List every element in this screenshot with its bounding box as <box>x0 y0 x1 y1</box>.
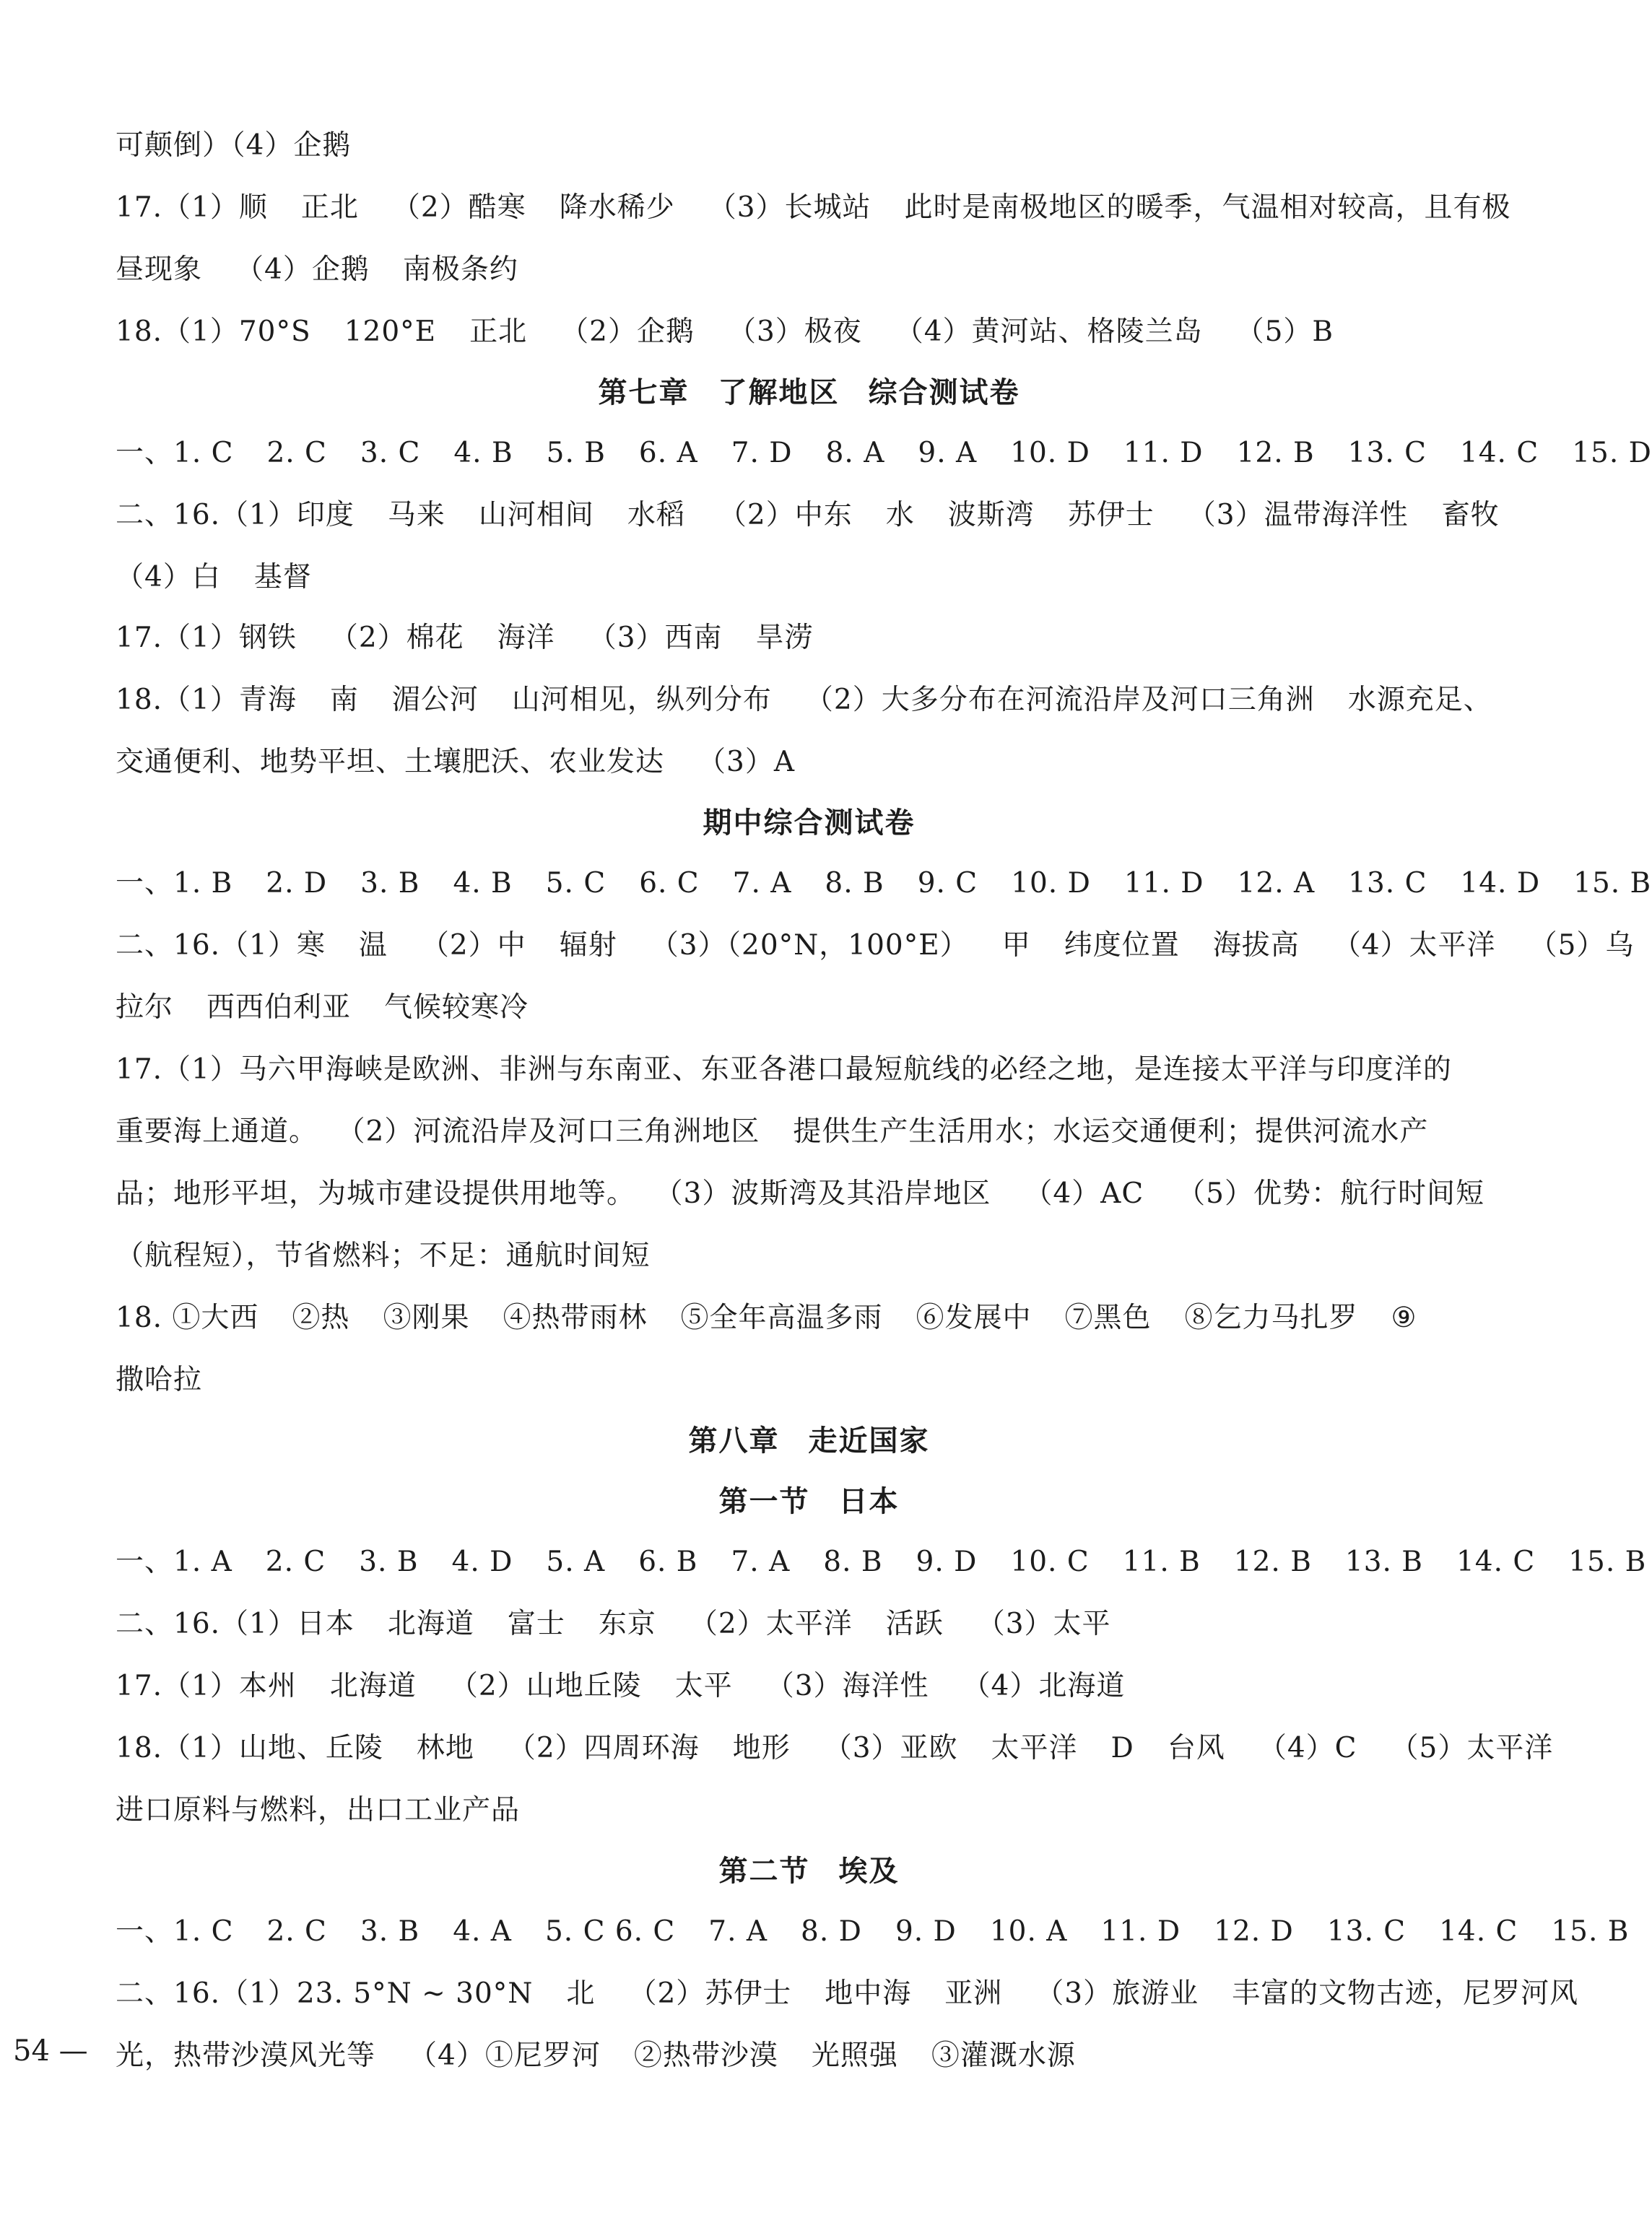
heading-segment: 了解地区 <box>718 376 840 409</box>
answer-segment: 9. D <box>916 1546 978 1578</box>
answer-segment: 10. C <box>1010 1546 1090 1578</box>
answer-segment: 8. D <box>801 1915 862 1948</box>
answer-segment: 光，热带沙漠风光等 <box>116 2039 376 2072</box>
answer-segment: 一、1. A <box>116 1546 232 1578</box>
answer-segment: （3）温带海洋性 <box>1187 499 1409 531</box>
answer-segment: （3）极夜 <box>727 315 862 348</box>
answer-segment: 提供生产生活用水；水运交通便利；提供河流水产 <box>793 1115 1429 1148</box>
answer-segment: 地形 <box>732 1732 791 1764</box>
answer-segment: 二、16.（1）寒 <box>116 929 326 962</box>
answer-segment: 17.（1）钢铁 <box>116 622 297 654</box>
answer-segment: 8. A <box>825 437 885 469</box>
answer-segment: 旱涝 <box>755 622 814 654</box>
answer-segment: 林地 <box>416 1732 474 1764</box>
answer-segment: 台风 <box>1167 1732 1225 1764</box>
answer-segment: 15. B <box>1551 1915 1630 1948</box>
answer-segment: 一、1. B <box>116 867 233 900</box>
answer-segment: 10. D <box>1011 867 1091 900</box>
answer-segment: 交通便利、地势平坦、土壤肥沃、农业发达 <box>116 746 665 778</box>
answer-segment: 可颠倒）（4）企鹅 <box>116 129 352 162</box>
answer-segment: （4）黄河站、格陵兰岛 <box>895 315 1203 348</box>
answer-segment: 18.（1）山地、丘陵 <box>116 1732 383 1764</box>
answer-segment: 丰富的文物古迹，尼罗河风 <box>1232 1977 1579 2010</box>
answer-segment: 正北 <box>300 191 359 224</box>
answer-segment: 17.（1）顺 <box>116 191 268 224</box>
answer-segment: 湄公河 <box>391 684 479 716</box>
answer-segment: 4. B <box>453 867 513 900</box>
answer-segment: 14. D <box>1460 867 1541 900</box>
answer-segment: 11. D <box>1123 867 1204 900</box>
answer-segment: 12. D <box>1214 1915 1294 1948</box>
answer-segment: （3）亚欧 <box>823 1732 958 1764</box>
answer-segment: （4）AC <box>1024 1177 1144 1210</box>
answer-segment: （2）河流沿岸及河口三角洲地区 <box>351 1115 760 1148</box>
answer-segment: 4. B <box>453 437 513 469</box>
answer-segment: 二、16.（1）印度 <box>116 499 355 531</box>
answer-segment: （5）乌 <box>1529 929 1635 962</box>
answer-segment: 15. D <box>1572 437 1652 469</box>
answer-segment: 海拔高 <box>1212 929 1300 962</box>
answer-segment: 水源充足、 <box>1347 684 1492 716</box>
heading-segment: 期中综合测试卷 <box>703 806 916 840</box>
answer-segment: 7. A <box>732 867 792 900</box>
answer-line-25 <box>116 1913 1630 1951</box>
answer-segment: 3. C <box>360 437 421 469</box>
answer-line-15 <box>116 1113 1510 1151</box>
answer-segment: 西西伯利亚 <box>206 991 352 1024</box>
answer-segment: ⑦黑色 <box>1064 1302 1152 1334</box>
answer-segment: （2）企鹅 <box>560 315 695 348</box>
answer-segment: （2）太平洋 <box>689 1608 853 1640</box>
section-heading-japan <box>0 1483 1618 1520</box>
answer-segment: 山河相间 <box>478 499 594 531</box>
answer-segment: 5. A <box>546 1546 606 1578</box>
answer-line-6 <box>116 497 1510 534</box>
answer-segment: 气候较寒冷 <box>384 991 529 1024</box>
answer-segment: 温 <box>358 929 388 962</box>
answer-segment: 水稻 <box>627 499 685 531</box>
section-heading-chapter-8 <box>0 1422 1618 1460</box>
heading-segment: 综合测试卷 <box>868 376 1020 409</box>
answer-segment: （5）太平洋 <box>1390 1732 1554 1764</box>
answer-segment: 14. C <box>1459 437 1539 469</box>
heading-segment: 走近国家 <box>808 1424 930 1458</box>
section-heading-chapter-7 <box>0 374 1618 412</box>
answer-segment: 此时是南极地区的暖季，气温相对较高，且有极 <box>904 191 1511 224</box>
answer-segment: 昼现象 <box>116 253 203 286</box>
answer-segment: ③刚果 <box>383 1302 470 1334</box>
answer-segment: 14. C <box>1439 1915 1518 1948</box>
answer-segment: 18.（1）70°S <box>116 315 311 348</box>
answer-segment: （4）太平洋 <box>1332 929 1496 962</box>
answer-segment: 甲 <box>1001 929 1031 962</box>
answer-segment: 苏伊士 <box>1067 499 1155 531</box>
answer-segment: 2. C <box>265 1546 326 1578</box>
answer-segment: （航程短），节省燃料；不足：通航时间短 <box>116 1240 651 1272</box>
section-heading-midterm <box>0 804 1618 842</box>
answer-segment: 15. B <box>1573 867 1652 900</box>
section-heading-egypt <box>0 1852 1618 1890</box>
answer-line-12 <box>116 927 1635 965</box>
answer-segment: 7. D <box>731 437 793 469</box>
answer-segment: 7. A <box>708 1915 768 1948</box>
answer-segment: 12. B <box>1233 1546 1312 1578</box>
answer-segment: 亚洲 <box>944 1977 1003 2010</box>
answer-segment: 南 <box>329 684 359 716</box>
answer-segment: 12. A <box>1237 867 1316 900</box>
answer-segment: （3）A <box>697 746 795 778</box>
answer-line-4 <box>116 313 1510 351</box>
answer-segment: （2）苏伊士 <box>628 1977 792 2010</box>
answer-segment: 6. B <box>638 1546 698 1578</box>
answer-line-17 <box>116 1237 1510 1275</box>
answer-segment: 13. C <box>1326 1915 1407 1948</box>
answer-segment: 太平 <box>674 1670 733 1702</box>
answer-segment: 品；地形平坦，为城市建设提供用地等。 <box>116 1177 636 1210</box>
heading-segment: 第一节 <box>718 1485 810 1518</box>
answer-line-8 <box>116 619 1510 657</box>
answer-segment: 5. C <box>545 867 607 900</box>
answer-line-16 <box>116 1175 1510 1213</box>
answer-segment: 11. B <box>1122 1546 1201 1578</box>
answer-segment: （4）白 <box>116 561 221 593</box>
answer-segment: 3. B <box>359 1546 419 1578</box>
answer-segment: ②热 <box>292 1302 350 1334</box>
answer-segment: （5）优势：航行时间短 <box>1177 1177 1484 1210</box>
answer-segment: 一、1. C <box>116 1915 234 1948</box>
answer-segment: 7. A <box>731 1546 791 1578</box>
answer-line-7 <box>116 559 1510 596</box>
page-number: 54 — <box>13 2034 88 2068</box>
answer-line-2 <box>116 189 1510 227</box>
answer-segment: （5）B <box>1235 315 1334 348</box>
answer-line-22 <box>116 1668 1510 1705</box>
answer-segment: 3. B <box>360 1915 420 1948</box>
answer-segment: 15. B <box>1568 1546 1647 1578</box>
answer-segment: 波斯湾 <box>947 499 1035 531</box>
answer-segment: ⑨ <box>1391 1302 1417 1334</box>
answer-segment: 纬度位置 <box>1064 929 1180 962</box>
answer-segment: ③灌溉水源 <box>931 2039 1076 2072</box>
answer-line-18 <box>116 1299 1510 1337</box>
answer-segment: 13. C <box>1347 437 1427 469</box>
answer-segment: 基督 <box>253 561 312 593</box>
answer-segment: 北海道 <box>329 1670 417 1702</box>
answer-segment: （4）北海道 <box>962 1670 1126 1702</box>
answer-segment: 地中海 <box>825 1977 912 2010</box>
answer-segment: 马来 <box>387 499 445 531</box>
answer-segment: 畜牧 <box>1441 499 1500 531</box>
answer-line-19 <box>116 1362 1510 1399</box>
answer-segment: 5. B <box>546 437 606 469</box>
answer-segment: 3. B <box>360 867 420 900</box>
answer-segment: 10. A <box>989 1915 1068 1948</box>
answer-segment: （4）企鹅 <box>235 253 370 286</box>
answer-segment: （2）酷寒 <box>391 191 526 224</box>
heading-segment: 日本 <box>838 1485 900 1518</box>
answer-segment: 14. C <box>1456 1546 1536 1578</box>
answer-segment: 10. D <box>1010 437 1090 469</box>
answer-line-13 <box>116 989 1510 1027</box>
answer-segment: 6. A <box>638 437 698 469</box>
answer-line-10 <box>116 744 1510 781</box>
answer-line-11 <box>116 865 1652 902</box>
answer-segment: 太平洋 <box>991 1732 1078 1764</box>
answer-segment: 水 <box>885 499 915 531</box>
answer-segment: （3）波斯湾及其沿岸地区 <box>669 1177 991 1210</box>
answer-segment: （3）长城站 <box>708 191 871 224</box>
answer-segment: 二、16.（1）23. 5°N ~ 30°N <box>116 1977 534 2010</box>
answer-segment: （4）C <box>1258 1732 1357 1764</box>
answer-segment: 120°E <box>344 315 437 348</box>
answer-segment: 9. D <box>895 1915 957 1948</box>
answer-segment: （3）海洋性 <box>765 1670 929 1702</box>
answer-segment: 4. A <box>453 1915 512 1948</box>
answer-segment: （2）山地丘陵 <box>449 1670 642 1702</box>
answer-line-26 <box>116 1975 1579 2013</box>
answer-segment: 2. C <box>266 437 327 469</box>
answer-segment: 13. C <box>1348 867 1427 900</box>
answer-segment: 拉尔 <box>116 991 174 1024</box>
answer-line-21 <box>116 1606 1510 1643</box>
answer-segment: （3）旅游业 <box>1035 1977 1199 2010</box>
answer-segment: 2. D <box>266 867 328 900</box>
answer-segment: 11. D <box>1123 437 1204 469</box>
answer-segment: 13. B <box>1344 1546 1423 1578</box>
answer-segment: ⑤全年高温多雨 <box>680 1302 883 1334</box>
answer-segment: 12. B <box>1236 437 1315 469</box>
answer-segment: ⑥发展中 <box>916 1302 1032 1334</box>
answer-segment: 6. C <box>639 867 700 900</box>
answer-segment: 降水稀少 <box>559 191 675 224</box>
answer-segment: （4）①尼罗河 <box>409 2039 601 2072</box>
answer-segment: 东京 <box>598 1608 656 1640</box>
answer-segment: 正北 <box>469 315 528 348</box>
answer-segment: 8. B <box>823 1546 883 1578</box>
answer-segment: 活跃 <box>885 1608 944 1640</box>
answer-segment: ④热带雨林 <box>503 1302 648 1334</box>
answer-segment: 9. A <box>918 437 978 469</box>
answer-segment: 4. D <box>451 1546 513 1578</box>
answer-segment: 进口原料与燃料，出口工业产品 <box>116 1794 521 1826</box>
answer-segment: 11. D <box>1100 1915 1181 1948</box>
answer-segment: 17.（1）马六甲海峡是欧洲、非洲与东南亚、东亚各港口最短航线的必经之地，是连接太平洋与印度洋的 <box>116 1053 1452 1086</box>
answer-segment: 北 <box>566 1977 596 2010</box>
answer-segment: ②热带沙漠 <box>633 2039 778 2072</box>
answer-segment: （3）太平 <box>976 1608 1111 1640</box>
answer-segment: 18.（1）青海 <box>116 684 297 716</box>
answer-line-3 <box>116 251 1510 289</box>
heading-segment: 埃及 <box>838 1855 900 1888</box>
answer-segment: 18. ①大西 <box>116 1302 259 1334</box>
answer-segment: ⑧乞力马扎罗 <box>1184 1302 1358 1334</box>
answer-segment: 山河相见，纵列分布 <box>511 684 772 716</box>
answer-segment: 重要海上通道。 <box>116 1115 318 1148</box>
answer-segment: 辐射 <box>559 929 617 962</box>
answer-segment: （2）棉花 <box>329 622 464 654</box>
answer-line-14 <box>116 1051 1510 1089</box>
answer-segment: 光照强 <box>811 2039 898 2072</box>
heading-segment: 第八章 <box>688 1424 780 1458</box>
answer-segment: 8. B <box>825 867 884 900</box>
answer-segment: 2. C <box>266 1915 327 1948</box>
answer-segment: 5. C 6. C <box>544 1915 676 1948</box>
answer-segment: 一、1. C <box>116 437 234 469</box>
answer-segment: D <box>1110 1732 1134 1764</box>
answer-segment: （3）（20°N，100°E） <box>650 929 969 962</box>
heading-segment: 第二节 <box>718 1855 810 1888</box>
answer-line-27 <box>116 2037 1510 2075</box>
answer-segment: （2）四周环海 <box>507 1732 700 1764</box>
answer-segment: （3）西南 <box>588 622 723 654</box>
answer-line-23 <box>116 1730 1554 1767</box>
answer-line-24 <box>116 1792 1510 1829</box>
answer-segment: 南极条约 <box>402 253 518 286</box>
heading-segment: 第七章 <box>598 376 690 409</box>
answer-segment: （2）大多分布在河流沿岸及河口三角洲 <box>804 684 1315 716</box>
answer-segment: （2）中 <box>420 929 526 962</box>
answer-segment: 富士 <box>507 1608 565 1640</box>
answer-segment: 17.（1）本州 <box>116 1670 297 1702</box>
answer-segment: 海洋 <box>497 622 555 654</box>
answer-line-5 <box>116 435 1652 472</box>
answer-segment: 二、16.（1）日本 <box>116 1608 355 1640</box>
answer-line-1 <box>116 127 1510 165</box>
answer-line-20 <box>116 1543 1647 1581</box>
answer-line-9 <box>116 682 1510 719</box>
answer-segment: 撒哈拉 <box>116 1364 203 1396</box>
answer-segment: （2）中东 <box>718 499 853 531</box>
answer-segment: 9. C <box>917 867 978 900</box>
answer-segment: 北海道 <box>387 1608 474 1640</box>
